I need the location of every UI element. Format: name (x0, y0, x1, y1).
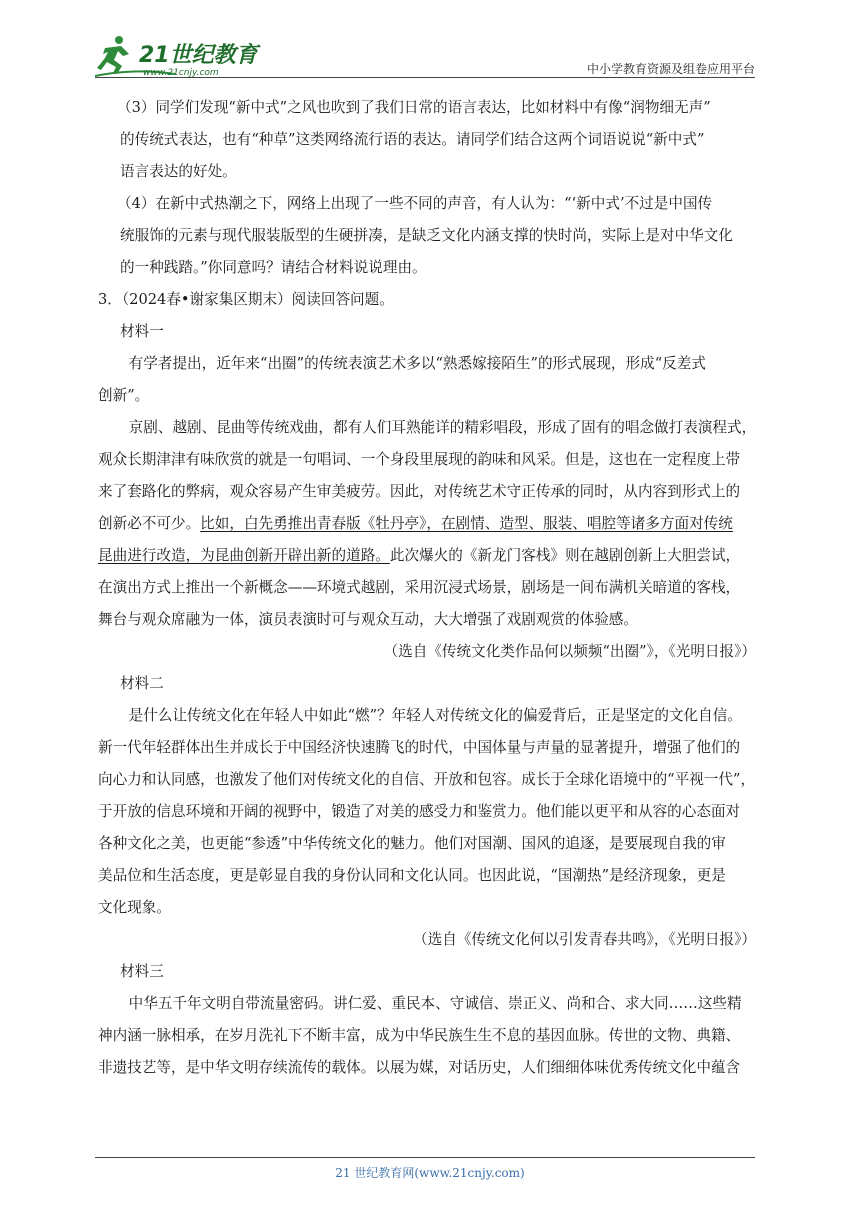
question-3-line-3: 语言表达的好处。 (120, 163, 237, 180)
material-2-line: 向心力和认同感，也激发了他们对传统文化的自信、开放和包容。成长于全球化语境中的“平视一代”， (98, 771, 756, 788)
question-4-line-3: 的一种践踏。”你同意吗？请结合材料说说理由。 (120, 259, 427, 276)
material-2-line: 文化现象。 (98, 899, 171, 916)
brand-logo (95, 34, 270, 78)
material-3-line: 非遗技艺等，是中华文明存续流传的载体。以展为媒，对话历史，人们细细体味优秀传统文化中蕴含 (98, 1059, 741, 1076)
material-2-line: 新一代年轻群体出生并成长于中国经济快速腾飞的时代，中国体量与声量的显著提升，增强了他们的 (98, 739, 741, 756)
material-1-source: （选自《传统文化类作品何以频频“出圈”》，《光明日报》） (383, 643, 756, 660)
material-2-line: 于开放的信息环境和开阔的视野中，锻造了对美的感受力和鉴赏力。他们能以更平和从容的心态面对 (98, 803, 741, 820)
underlined-text: 比如，白先勇推出青春版《牡丹亭》，在剧情、造型、服装、唱腔等诸多方面对传统 (200, 515, 733, 532)
plain-text: 创新必不可少。 (98, 515, 201, 532)
material-1-line: 京剧、越剧、昆曲等传统戏曲，都有人们耳熟能详的精彩唱段，形成了固有的唱念做打表演程式， (128, 419, 757, 436)
logo-text: 21世纪教育 (139, 43, 258, 68)
material-1-line (98, 540, 766, 572)
material-1-line: 来了套路化的弊病，观众容易产生审美疲劳。因此，对传统艺术守正传承的同时，从内容到形式上的 (98, 483, 741, 500)
material-2-line: 美品位和生活态度，更是彰显自我的身份认同和文化认同。也因此说，“国潮热”是经济现象，更是 (98, 867, 726, 884)
question-4-line-2: 统服饰的元素与现代服装版型的生硬拼凑，是缺乏文化内涵支撑的快时尚，实际上是对中华文化 (120, 227, 733, 244)
header-divider (95, 77, 755, 78)
underlined-text: 昆曲进行改造，为昆曲创新开辟出新的道路。 (98, 547, 390, 564)
question-3-line-2: 的传统式表达，也有“种草”这类网络流行语的表达。请同学们结合这两个词语说说“新中式” (120, 131, 705, 148)
material-2-source: （选自《传统文化何以引发青春共鸣》，《光明日报》） (413, 931, 756, 948)
material-2-label: 材料二 (120, 675, 164, 692)
logo-url: www.21cnjy.com (143, 68, 219, 78)
material-1-line: 在演出方式上推出一个新概念——环境式越剧，采用沉浸式场景，剧场是一间布满机关暗道的客栈， (98, 579, 741, 596)
material-1-line (98, 508, 766, 540)
material-2-line: 各种文化之美，也更能“参透”中华传统文化的魅力。他们对国潮、国风的追逐，是要展现自我的审 (98, 835, 726, 852)
platform-name: 中小学教育资源及组卷应用平台 (586, 62, 755, 76)
question-3-line-1: （3）同学们发现“新中式”之风也吹到了我们日常的语言表达，比如材料中有像“润物细无声” (116, 99, 711, 116)
material-3-label: 材料三 (120, 963, 164, 980)
material-1-line: 创新”。 (98, 387, 150, 404)
material-1-label: 材料一 (120, 323, 164, 340)
material-3-line: 中华五千年文明自带流量密码。讲仁爱、重民本、守诚信、崇正义、尚和合、求大同……这些精 (128, 995, 742, 1012)
material-1-line: 观众长期津津有味欣赏的就是一句唱词、一个身段里展现的韵味和风采。但是，这也在一定程度上带 (98, 451, 741, 468)
material-1-line: 有学者提出，近年来“出圈”的传统表演艺术多以“熟悉嫁接陌生”的形式展现，形成“反差式 (128, 355, 706, 372)
footer-divider (95, 1157, 755, 1158)
document-body (98, 92, 766, 1084)
material-3-line: 神内涵一脉相承，在岁月洗礼下不断丰富，成为中华民族生生不息的基因血脉。传世的文物、典籍、 (98, 1027, 741, 1044)
material-2-line: 是什么让传统文化在年轻人中如此“燃”？年轻人对传统文化的偏爱背后，正是坚定的文化自信。 (128, 707, 742, 724)
footer-link[interactable]: 21 世纪教育网(www.21cnjy.com) (335, 1166, 525, 1180)
item-3-heading: 3．（2024春•谢家集区期末）阅读回答问题。 (98, 291, 394, 308)
material-1-line: 舞台与观众席融为一体，演员表演时可与观众互动，大大增强了戏剧观赏的体验感。 (98, 611, 638, 628)
question-4-line-1: （4）在新中式热潮之下，网络上出现了一些不同的声音，有人认为：“‘新中式’不过是中国传 (116, 195, 713, 212)
page-header (95, 30, 755, 78)
plain-text: 此次爆火的《新龙门客栈》则在越剧创新上大胆尝试， (389, 547, 741, 564)
